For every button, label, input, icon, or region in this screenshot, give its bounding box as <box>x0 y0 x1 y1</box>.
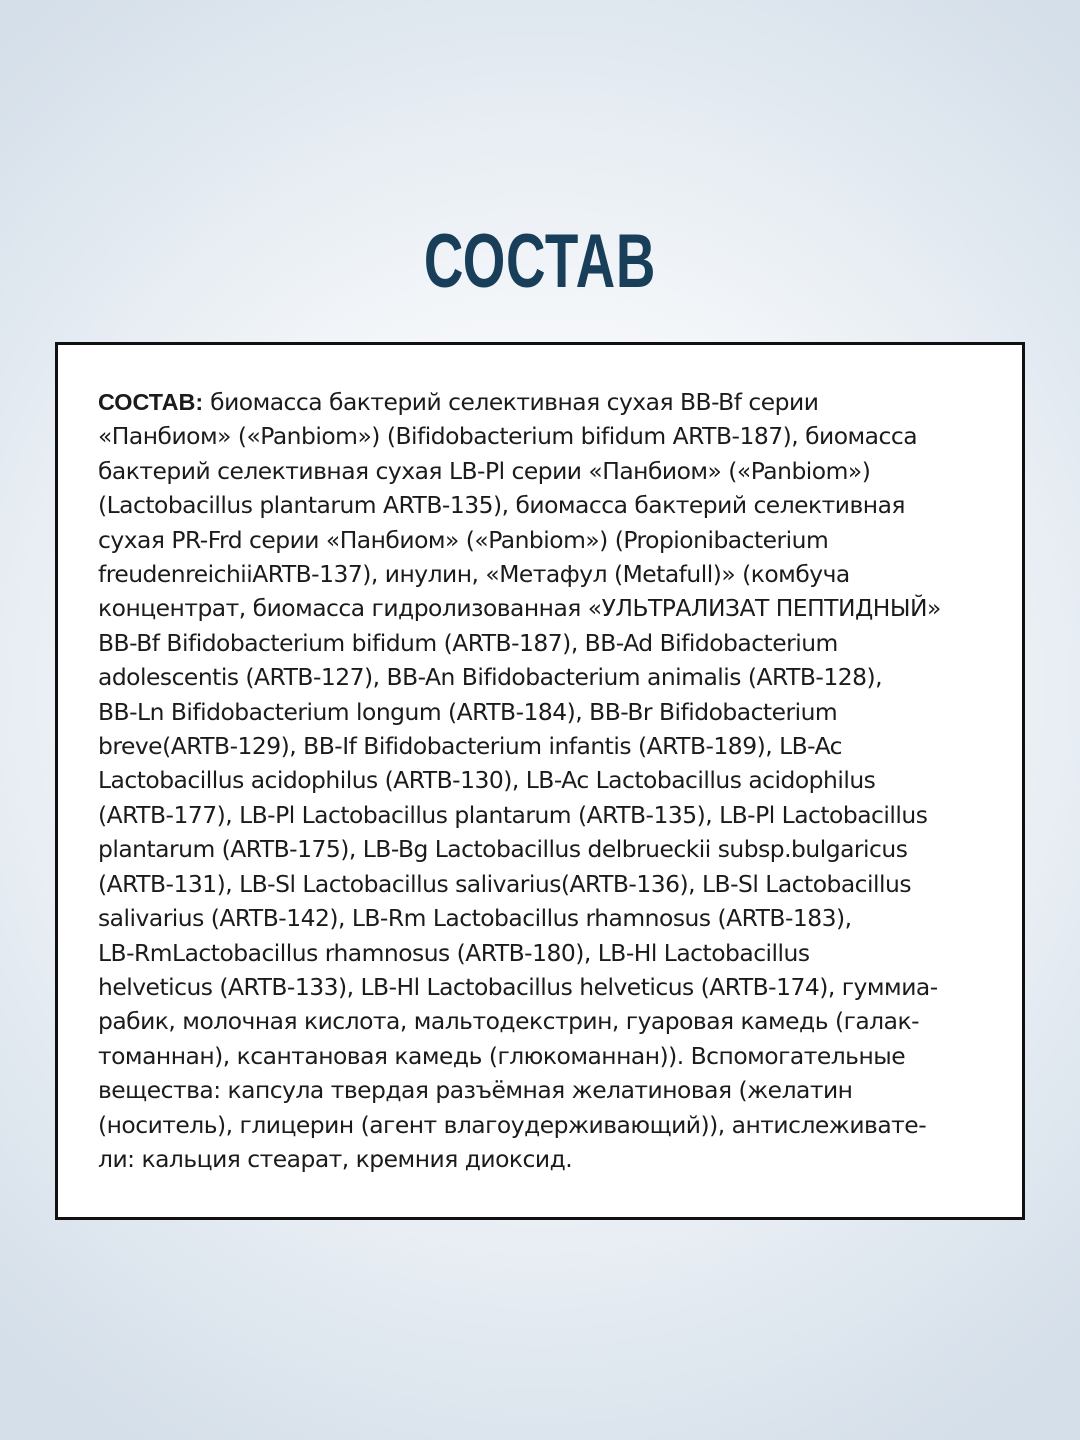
composition-line: plantarum (ARTB-175), LB-Bg Lactobacillus delbrueckii subsp.bulgaricus <box>98 835 908 864</box>
composition-line: бактерий селективная сухая LB-Pl серии «Панбиом» («Panbiom») <box>98 456 871 485</box>
composition-line <box>98 385 978 419</box>
composition-line: концентрат, биомасса гидролизованная «УЛЬТРАЛИЗАТ ПЕПТИДНЫЙ» <box>98 594 941 623</box>
composition-line: (носитель), глицерин (агент влагоудерживающий)), антислеживате- <box>98 1110 927 1139</box>
composition-line: ли: кальция стеарат, кремния диоксид. <box>98 1144 573 1173</box>
composition-line: freudenreichiiARTB-137), инулин, «Метафул (Metafull)» (комбуча <box>98 560 850 589</box>
composition-line: (ARTB-177), LB-Pl Lactobacillus plantarum (ARTB-135), LB-Pl Lactobacillus <box>98 800 928 829</box>
composition-line: «Панбиом» («Panbiom») (Bifidobacterium bifidum ARTB-187), биомасса <box>98 422 918 451</box>
composition-line: рабик, молочная кислота, мальтодекстрин, гуаровая камедь (галак- <box>98 1007 920 1036</box>
composition-text <box>98 385 978 1176</box>
composition-line: томаннан), ксантановая камедь (глюкоманнан)). Вспомогательные <box>98 1041 906 1070</box>
composition-line: Lactobacillus acidophilus (ARTB-130), LB-Ac Lactobacillus acidophilus <box>98 766 876 795</box>
composition-line: adolescentis (ARTB-127), BB-An Bifidobacterium animalis (ARTB-128), <box>98 663 883 692</box>
composition-label: СОСТАВ: <box>98 389 204 415</box>
composition-line: breve(ARTB-129), BB-If Bifidobacterium infantis (ARTB-189), LB-Ac <box>98 732 843 761</box>
composition-line: сухая PR-Frd серии «Панбиом» («Panbiom») (Propionibacterium <box>98 525 829 554</box>
composition-line: LB-RmLactobacillus rhamnosus (ARTB-180), LB-Hl Lactobacillus <box>98 938 810 967</box>
composition-line: BB-Bf Bifidobacterium bifidum (ARTB-187), BB-Ad Bifidobacterium <box>98 628 838 657</box>
composition-line: salivarius (ARTB-142), LB-Rm Lactobacillus rhamnosus (ARTB-183), <box>98 904 852 933</box>
page-title: СОСТАВ <box>423 219 657 304</box>
composition-line: BB-Ln Bifidobacterium longum (ARTB-184), BB-Br Bifidobacterium <box>98 697 838 726</box>
composition-line: вещества: капсула твердая разъёмная желатиновая (желатин <box>98 1076 853 1105</box>
composition-line: helveticus (ARTB-133), LB-Hl Lactobacillus helveticus (ARTB-174), гуммиа- <box>98 972 938 1001</box>
composition-line-text: биомасса бактерий селективная сухая BB-Bf серии <box>203 388 819 416</box>
composition-line: (ARTB-131), LB-Sl Lactobacillus salivarius(ARTB-136), LB-Sl Lactobacillus <box>98 869 912 898</box>
composition-box <box>55 342 1025 1220</box>
composition-line: (Lactobacillus plantarum ARTB-135), биомасса бактерий селективная <box>98 491 905 520</box>
